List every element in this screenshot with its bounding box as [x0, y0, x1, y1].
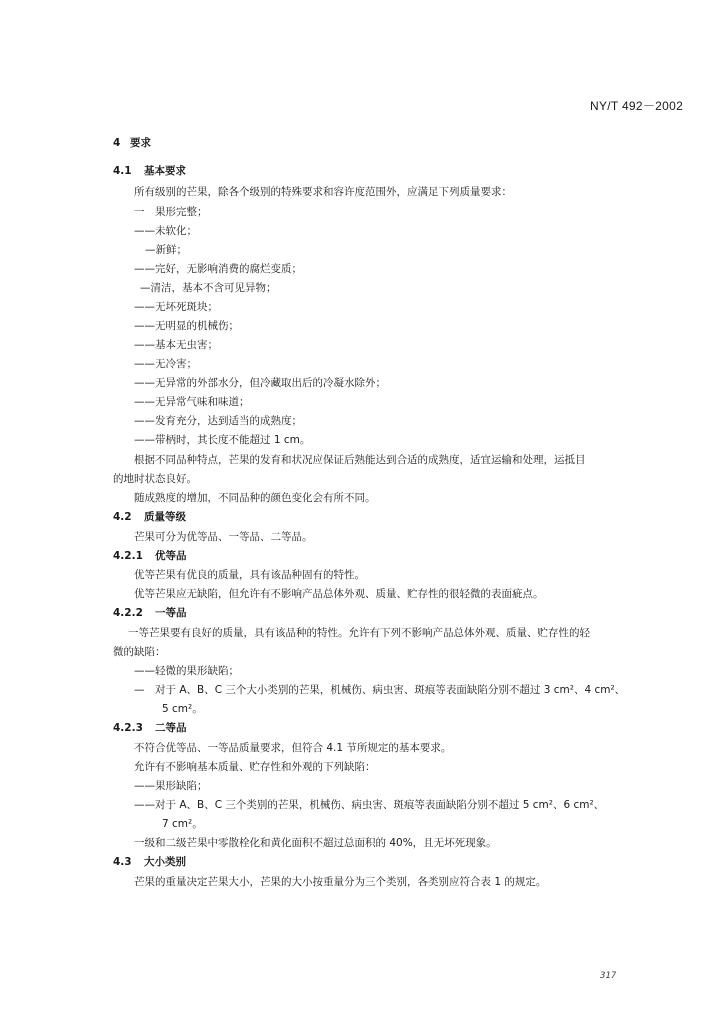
section-4-number: 4 — [113, 137, 121, 149]
section-4-2-2-title: 一等品 — [155, 607, 187, 619]
list-item: ——果形缺陷； — [134, 780, 208, 792]
paragraph: 芒果的重量决定芒果大小，芒果的大小按重量分为三个类别，各类别应符合表 1 的规定。 — [134, 876, 547, 888]
list-item: ——无坏死斑块； — [134, 301, 218, 313]
section-4-2-1-number: 4.2.1 — [113, 550, 143, 562]
section-4-1-title: 基本要求 — [144, 165, 186, 177]
list-item: ——无明显的机械伤； — [134, 320, 239, 332]
section-4-2-2-number: 4.2.2 — [113, 607, 143, 619]
list-item: ——无异常的外部水分，但冷藏取出后的冷凝水除外； — [134, 377, 386, 389]
paragraph: 随成熟度的增加，不同品种的颜色变化会有所不同。 — [134, 492, 376, 504]
page-number: 317 — [600, 971, 617, 981]
list-item: ——未软化； — [134, 225, 197, 237]
list-item-continuation: 5 cm²。 — [162, 703, 203, 715]
section-4-2-3-title: 二等品 — [155, 722, 187, 734]
list-item: — 对于 A、B、C 三个大小类别的芒果，机械伤、病虫害、斑痕等表面缺陷分别不超过 3 cm²、4 cm²、 — [134, 684, 626, 696]
list-item: ——发育充分，达到适当的成熟度； — [134, 415, 302, 427]
list-item: ——无异常气味和味道； — [134, 396, 250, 408]
paragraph: 允许有不影响基本质量、贮存性和外观的下列缺陷： — [134, 761, 376, 773]
list-item: ——完好，无影响消费的腐烂变质； — [134, 263, 302, 275]
list-item: 一 果形完整； — [134, 206, 208, 218]
paragraph: 一级和二级芒果中零散栓化和黄化面积不超过总面积的 40%，且无坏死现象。 — [134, 837, 497, 849]
section-4-title: 要求 — [130, 137, 151, 149]
paragraph: 芒果可分为优等品、一等品、二等品。 — [134, 531, 313, 543]
section-4-2-number: 4.2 — [113, 511, 132, 523]
list-item: ——无冷害； — [134, 358, 197, 370]
list-item-continuation: 7 cm²。 — [162, 818, 203, 830]
standard-code: NY/T 492－2002 — [590, 99, 684, 113]
list-item: —新鲜； — [145, 244, 187, 256]
section-4-2-title: 质量等级 — [144, 511, 186, 523]
section-4-3-title: 大小类别 — [144, 856, 186, 868]
paragraph: 所有级别的芒果，除各个级别的特殊要求和容许度范围外，应满足下列质量要求： — [134, 186, 512, 198]
paragraph: 优等芒果有优良的质量，具有该品种固有的特性。 — [134, 569, 365, 581]
paragraph: 不符合优等品、一等品质量要求，但符合 4.1 节所规定的基本要求。 — [134, 742, 452, 754]
list-item: ——带柄时，其长度不能超过 1 cm。 — [134, 434, 311, 446]
paragraph-continuation: 微的缺陷： — [113, 646, 166, 658]
section-4-1-number: 4.1 — [113, 165, 132, 177]
section-4-2-1-title: 优等品 — [155, 550, 187, 562]
section-4-3-number: 4.3 — [113, 856, 132, 868]
list-item: ——基本无虫害； — [134, 339, 218, 351]
paragraph-continuation: 的地时状态良好。 — [113, 473, 197, 485]
paragraph: 优等芒果应无缺陷，但允许有不影响产品总体外观、质量、贮存性的很轻微的表面疵点。 — [134, 588, 544, 600]
list-item: ——对于 A、B、C 三个类别的芒果，机械伤、病虫害、斑痕等表面缺陷分别不超过 5 cm²、6 cm²、 — [134, 799, 605, 811]
section-4-2-3-number: 4.2.3 — [113, 722, 143, 734]
paragraph: 一等芒果要有良好的质量，具有该品种的特性。允许有下列不影响产品总体外观、质量、贮存性的轻 — [128, 627, 590, 639]
list-item: —清洁，基本不含可见异物； — [140, 282, 277, 294]
paragraph: 根据不同品种特点，芒果的发育和状况应保证后熟能达到合适的成熟度，适宜运输和处理，运抵目 — [134, 454, 586, 466]
list-item: ——轻微的果形缺陷； — [134, 665, 239, 677]
